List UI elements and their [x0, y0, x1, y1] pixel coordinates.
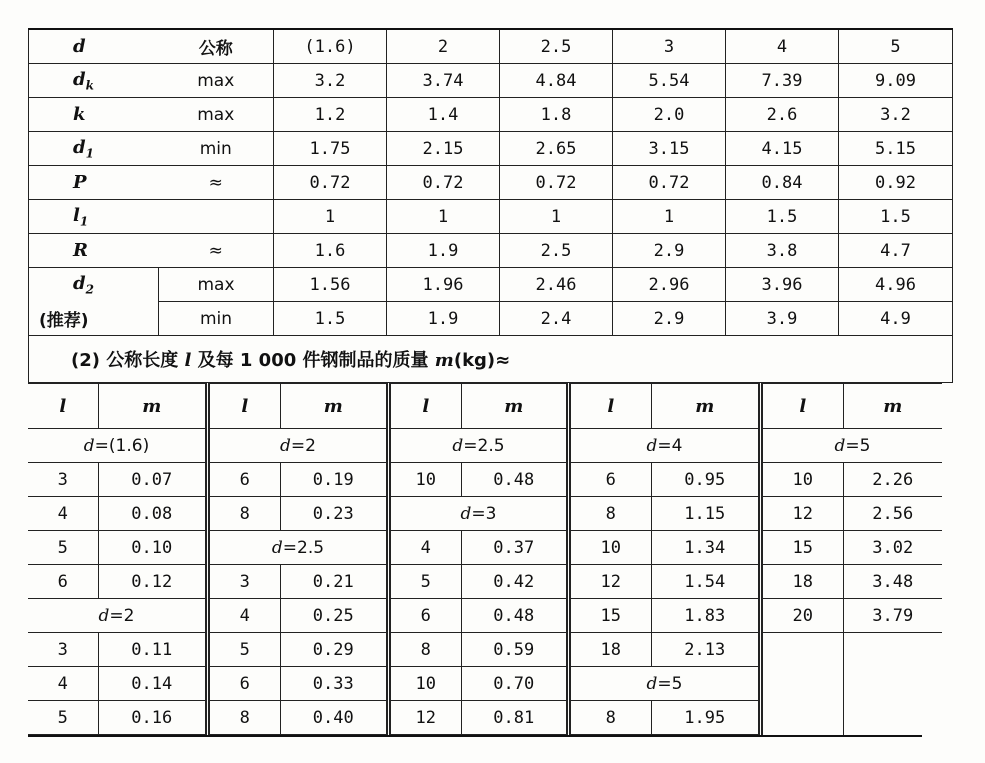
length-cell: 6	[210, 463, 280, 497]
caption-part: l	[184, 350, 192, 371]
length-cell: 8	[571, 701, 651, 735]
length-cell: 12	[391, 701, 461, 735]
dimension-row	[29, 234, 953, 268]
length-cell: 4	[28, 497, 98, 531]
diameter-value: 5	[859, 435, 871, 456]
length-cell: 4	[28, 667, 98, 701]
header-l: l	[571, 384, 651, 429]
mass-cell: 0.07	[98, 463, 205, 497]
value-cell: 0.84	[726, 166, 839, 200]
mass-cell: 0.81	[461, 701, 566, 735]
mass-cell: 0.12	[98, 565, 205, 599]
value-cell: 0.72	[613, 166, 726, 200]
value-cell: 0.72	[500, 166, 613, 200]
header-m: m	[461, 384, 566, 429]
value-cell: 9.09	[839, 64, 953, 98]
diameter-label	[763, 429, 942, 463]
mass-row	[391, 531, 566, 565]
mass-row	[28, 667, 205, 701]
mass-cell: 0.08	[98, 497, 205, 531]
mass-row	[210, 633, 386, 667]
dimension-row	[29, 200, 953, 234]
diameter-value: 4	[671, 435, 683, 456]
header-m: m	[651, 384, 758, 429]
mass-cell: 0.29	[280, 633, 386, 667]
mass-row	[210, 667, 386, 701]
diameter-symbol: d	[460, 503, 472, 524]
diameter-label-row	[571, 667, 758, 701]
value-cell: 0.92	[839, 166, 953, 200]
length-cell: 20	[763, 599, 843, 633]
length-cell: 5	[391, 565, 461, 599]
mass-cell: 3.02	[843, 531, 942, 565]
length-cell: 4	[391, 531, 461, 565]
length-cell: 5	[28, 531, 98, 565]
mass-cell: 0.70	[461, 667, 566, 701]
value-cell: 4	[726, 29, 839, 64]
mass-row	[571, 565, 758, 599]
length-cell: 6	[391, 599, 461, 633]
mass-row	[571, 497, 758, 531]
value-cell: 3.96	[726, 268, 839, 302]
length-cell: 3	[28, 633, 98, 667]
row-qualifier: ≈	[159, 234, 274, 268]
diameter-label	[210, 531, 386, 565]
diameter-label	[210, 429, 386, 463]
value-cell: 1	[274, 200, 387, 234]
mass-group	[205, 383, 386, 735]
mass-table	[210, 383, 386, 735]
mass-row	[763, 599, 942, 633]
mass-header-row	[28, 384, 205, 429]
symbol-text: d	[73, 68, 86, 90]
mass-cell: 1.54	[651, 565, 758, 599]
value-cell: 5.54	[613, 64, 726, 98]
length-cell: 5	[28, 701, 98, 735]
diameter-symbol: d	[98, 605, 110, 626]
dimension-row	[29, 132, 953, 166]
dimension-sheet	[28, 28, 922, 737]
diameter-label-row	[210, 429, 386, 463]
length-cell: 10	[391, 463, 461, 497]
diameter-value: 2	[123, 605, 135, 626]
diameter-label-row	[210, 531, 386, 565]
row-symbol	[29, 29, 159, 64]
header-l: l	[210, 384, 280, 429]
mass-group	[386, 383, 566, 735]
length-cell: 10	[391, 667, 461, 701]
equals-sign: =	[657, 435, 672, 456]
mass-row	[210, 701, 386, 735]
diameter-value: 2	[305, 435, 316, 456]
row-qualifier: max	[159, 98, 274, 132]
symbol-subscript: 1	[85, 146, 94, 161]
equals-sign: =	[845, 435, 860, 456]
mass-header-row	[571, 384, 758, 429]
mass-row	[763, 463, 942, 497]
length-cell: 6	[210, 667, 280, 701]
mass-cell: 1.83	[651, 599, 758, 633]
diameter-value: 2.5	[477, 435, 505, 456]
header-m: m	[843, 384, 942, 429]
value-cell: 2.65	[500, 132, 613, 166]
mass-cell: 0.48	[461, 599, 566, 633]
length-cell: 12	[571, 565, 651, 599]
mass-cell: 0.25	[280, 599, 386, 633]
mass-tables	[28, 383, 922, 737]
value-cell: 4.84	[500, 64, 613, 98]
value-cell: 2.6	[726, 98, 839, 132]
value-cell: 3.8	[726, 234, 839, 268]
mass-cell: 0.33	[280, 667, 386, 701]
mass-cell: 0.95	[651, 463, 758, 497]
diameter-label-row	[28, 429, 205, 463]
mass-cell: 2.56	[843, 497, 942, 531]
length-cell: 10	[763, 463, 843, 497]
mass-row	[391, 463, 566, 497]
value-cell: 3.15	[613, 132, 726, 166]
value-cell: 2.5	[500, 29, 613, 64]
length-cell: 15	[571, 599, 651, 633]
mass-cell: 0.40	[280, 701, 386, 735]
value-cell: 3.2	[274, 64, 387, 98]
length-cell: 4	[210, 599, 280, 633]
equals-sign: =	[282, 537, 298, 558]
mass-row	[28, 701, 205, 735]
length-cell: 6	[28, 565, 98, 599]
value-cell: 2.9	[613, 234, 726, 268]
d2-note-text: (推荐)	[39, 310, 89, 331]
equals-sign: =	[471, 503, 486, 524]
value-cell: 0.72	[387, 166, 500, 200]
mass-cell: 1.15	[651, 497, 758, 531]
value-cell: 3	[613, 29, 726, 64]
equals-sign: =	[290, 435, 306, 456]
mass-cell: 0.11	[98, 633, 205, 667]
caption-part: (2) 公称长度	[71, 350, 185, 371]
mass-cell: 0.59	[461, 633, 566, 667]
mass-cell: 1.34	[651, 531, 758, 565]
diameter-label-row	[391, 497, 566, 531]
value-cell: 5	[839, 29, 953, 64]
value-cell: 2.46	[500, 268, 613, 302]
symbol-subscript: 2	[85, 282, 94, 297]
diameter-label	[28, 429, 205, 463]
value-cell: 4.7	[839, 234, 953, 268]
dimension-row	[29, 64, 953, 98]
row-qualifier	[159, 200, 274, 234]
value-cell: 1	[613, 200, 726, 234]
value-cell: 1	[387, 200, 500, 234]
mass-row	[391, 599, 566, 633]
row-symbol	[29, 200, 159, 234]
mass-cell: 0.42	[461, 565, 566, 599]
value-cell: 2.9	[613, 302, 726, 336]
mass-group	[758, 383, 942, 735]
mass-cell: 0.16	[98, 701, 205, 735]
mass-row	[210, 497, 386, 531]
length-cell: 18	[571, 633, 651, 667]
symbol-subscript: k	[85, 78, 94, 93]
mass-cell: 0.14	[98, 667, 205, 701]
header-l: l	[763, 384, 843, 429]
caption-part: m	[434, 350, 454, 371]
header-l: l	[391, 384, 461, 429]
mass-row	[571, 531, 758, 565]
mass-row	[210, 599, 386, 633]
value-cell: 4.15	[726, 132, 839, 166]
mass-cell: 0.21	[280, 565, 386, 599]
length-cell: 8	[210, 497, 280, 531]
row-symbol	[29, 166, 159, 200]
equals-sign: =	[463, 435, 478, 456]
symbol-subscript: 1	[79, 214, 89, 229]
value-cell: 4.9	[839, 302, 953, 336]
value-cell: 1	[500, 200, 613, 234]
value-cell: 1.5	[839, 200, 953, 234]
mass-header-row	[210, 384, 386, 429]
diameter-label	[391, 497, 566, 531]
length-cell: 10	[571, 531, 651, 565]
value-cell: 1.5	[726, 200, 839, 234]
length-cell: 15	[763, 531, 843, 565]
row-symbol	[29, 64, 159, 98]
mass-row	[763, 531, 942, 565]
row-qualifier: max	[159, 268, 274, 302]
value-cell: 2	[387, 29, 500, 64]
length-cell: 5	[210, 633, 280, 667]
caption-part: (kg)≈	[453, 350, 511, 371]
length-cell: 18	[763, 565, 843, 599]
length-cell: 8	[571, 497, 651, 531]
equals-sign: =	[657, 673, 672, 694]
mass-row	[28, 531, 205, 565]
mass-cell: 2.13	[651, 633, 758, 667]
row-qualifier: max	[159, 64, 274, 98]
value-cell: 2.5	[500, 234, 613, 268]
mass-cell: 1.95	[651, 701, 758, 735]
mass-cell: 3.79	[843, 599, 942, 633]
dimension-row	[29, 98, 953, 132]
symbol-text: l	[73, 204, 80, 226]
mass-row	[571, 599, 758, 633]
mass-group	[28, 383, 205, 735]
diameter-label-row	[391, 429, 566, 463]
mass-header-row	[391, 384, 566, 429]
value-cell: 1.6	[274, 234, 387, 268]
value-cell: 2.4	[500, 302, 613, 336]
mass-row	[28, 463, 205, 497]
symbol-text: d	[73, 36, 86, 57]
diameter-label-row	[571, 429, 758, 463]
diameter-label	[571, 429, 758, 463]
mass-row	[571, 701, 758, 735]
d2-row-min	[29, 302, 953, 336]
length-cell: 6	[571, 463, 651, 497]
symbol-text: k	[73, 104, 86, 125]
d2-note	[29, 302, 159, 336]
row-qualifier: min	[159, 302, 274, 336]
diameter-label	[28, 599, 205, 633]
value-cell: (1.6)	[274, 29, 387, 64]
d2-symbol	[29, 268, 159, 302]
diameter-label	[571, 667, 758, 701]
row-qualifier: min	[159, 132, 274, 166]
value-cell: 1.9	[387, 234, 500, 268]
diameter-symbol: d	[83, 435, 95, 456]
diameter-symbol: d	[834, 435, 846, 456]
symbol-text: P	[73, 172, 87, 193]
mass-cell: 2.26	[843, 463, 942, 497]
symbol-text: R	[73, 240, 88, 261]
value-cell: 1.96	[387, 268, 500, 302]
value-cell: 7.39	[726, 64, 839, 98]
header-m: m	[280, 384, 386, 429]
header-m: m	[98, 384, 205, 429]
value-cell: 4.96	[839, 268, 953, 302]
caption-part: 及每 1 000 件钢制品的质量	[191, 350, 435, 371]
mass-row	[763, 565, 942, 599]
mass-row	[28, 633, 205, 667]
value-cell: 1.8	[500, 98, 613, 132]
header-l: l	[28, 384, 98, 429]
caption-row	[29, 336, 953, 383]
section-caption	[29, 336, 953, 383]
mass-row	[28, 497, 205, 531]
mass-cell: 0.10	[98, 531, 205, 565]
mass-row	[391, 565, 566, 599]
value-cell: 2.0	[613, 98, 726, 132]
dimension-row	[29, 166, 953, 200]
mass-row	[210, 463, 386, 497]
diameter-label	[391, 429, 566, 463]
diameter-symbol: d	[452, 435, 464, 456]
mass-row	[391, 633, 566, 667]
mass-header-row	[763, 384, 942, 429]
value-cell: 1.5	[274, 302, 387, 336]
diameter-label-row	[763, 429, 942, 463]
mass-row	[391, 701, 566, 735]
length-cell: 3	[210, 565, 280, 599]
value-cell: 1.4	[387, 98, 500, 132]
symbol-text: d	[73, 136, 86, 158]
row-symbol	[29, 234, 159, 268]
diameter-symbol: d	[646, 673, 658, 694]
diameter-symbol: d	[646, 435, 658, 456]
value-cell: 3.9	[726, 302, 839, 336]
value-cell: 3.74	[387, 64, 500, 98]
mass-cell: 0.23	[280, 497, 386, 531]
mass-table	[391, 383, 566, 735]
mass-cell: 0.37	[461, 531, 566, 565]
diameter-label-row	[28, 599, 205, 633]
value-cell: 5.15	[839, 132, 953, 166]
value-cell: 1.75	[274, 132, 387, 166]
value-cell: 2.15	[387, 132, 500, 166]
length-cell: 12	[763, 497, 843, 531]
mass-row	[28, 565, 205, 599]
mass-row	[210, 565, 386, 599]
mass-row	[763, 497, 942, 531]
mass-table	[28, 383, 205, 735]
dimension-row	[29, 29, 953, 64]
equals-sign: =	[94, 435, 109, 456]
value-cell: 2.96	[613, 268, 726, 302]
mass-table	[763, 383, 942, 633]
length-cell: 8	[210, 701, 280, 735]
value-cell: 1.56	[274, 268, 387, 302]
value-cell: 1.2	[274, 98, 387, 132]
mass-group	[566, 383, 758, 735]
mass-table	[571, 383, 758, 735]
diameter-value: 5	[671, 673, 683, 694]
mass-cell: 0.19	[280, 463, 386, 497]
row-symbol	[29, 132, 159, 166]
equals-sign: =	[109, 605, 124, 626]
diameter-value: (1.6)	[108, 435, 150, 456]
diameter-symbol: d	[271, 537, 283, 558]
length-cell: 8	[391, 633, 461, 667]
dimension-table	[28, 28, 953, 383]
mass-cell: 0.48	[461, 463, 566, 497]
symbol-text: d	[73, 272, 86, 294]
mass-row	[571, 463, 758, 497]
row-symbol	[29, 98, 159, 132]
diameter-value: 2.5	[297, 537, 325, 558]
value-cell: 1.9	[387, 302, 500, 336]
diameter-value: 3	[485, 503, 497, 524]
mass-row	[571, 633, 758, 667]
diameter-symbol: d	[280, 435, 291, 456]
value-cell: 0.72	[274, 166, 387, 200]
row-qualifier: 公称	[159, 29, 274, 64]
d2-row-max	[29, 268, 953, 302]
mass-row	[391, 667, 566, 701]
value-cell: 3.2	[839, 98, 953, 132]
length-cell: 3	[28, 463, 98, 497]
column-filler	[763, 633, 942, 735]
mass-cell: 3.48	[843, 565, 942, 599]
row-qualifier: ≈	[159, 166, 274, 200]
